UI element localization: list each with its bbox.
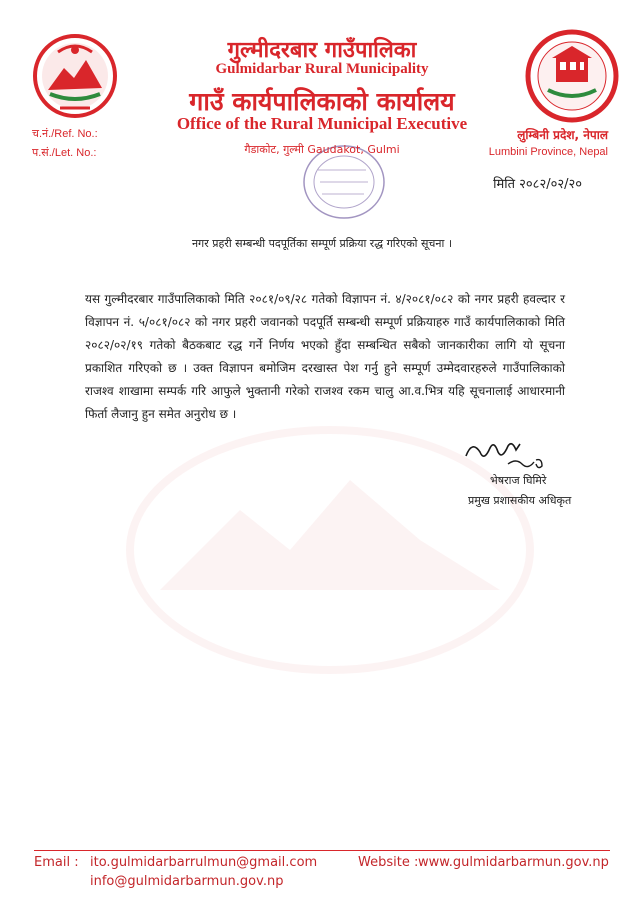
notice-subject: नगर प्रहरी सम्बन्धी पदपूर्तिका सम्पूर्ण प्रक्रिया रद्ध गरिएको सूचना ।	[191, 237, 453, 250]
reference-number-label: च.नं./Ref. No.:	[32, 128, 98, 140]
email-link-primary[interactable]: ito.gulmidarbarrulmun@gmail.com	[90, 855, 318, 870]
office-name-english: Office of the Rural Municipal Executive	[176, 114, 468, 133]
letter-number-label: प.सं./Let. No.:	[32, 147, 97, 159]
office-address: गैडाकोट, गुल्मी Gaudakot, Gulmi	[244, 143, 400, 156]
footer-divider	[34, 850, 610, 851]
org-name-nepali: गुल्मीदरबार गाउँपालिका	[227, 38, 417, 63]
province-english: Lumbini Province, Nepal	[488, 146, 608, 158]
website-label: Website :	[358, 855, 419, 870]
office-name-nepali: गाउँ कार्यपालिकाको कार्यालय	[189, 87, 455, 116]
email-link-secondary[interactable]: info@gulmidarbarmun.gov.np	[90, 874, 284, 889]
signer-name: भेषराज घिमिरे	[490, 474, 547, 487]
letter-date: मिति २०८२/०२/२०	[493, 177, 582, 192]
email-label: Email :	[34, 855, 79, 870]
org-name-english: Gulmidarbar Rural Municipality	[215, 61, 429, 77]
signer-title: प्रमुख प्रशासकीय अधिकृत	[468, 494, 572, 507]
province-nepali: लुम्बिनी प्रदेश, नेपाल	[517, 128, 608, 142]
handwritten-signature	[458, 434, 548, 474]
website-link[interactable]: www.gulmidarbarmun.gov.np	[418, 855, 609, 870]
notice-body: यस गुल्मीदरबार गाउँपालिकाको मिति २०८१/०९/२८ गतेको विज्ञापन नं. ४/२०८१/०८२ को नगर प्रहरी हवल्दार र विज्ञापन नं. ५/०८१/०८२ को नगर प्रहरी जवानको पदपूर्ति सम्बन्धी सम्पूर्ण प्रक्रियाहरु गाउँ कार्यपालिकाको मिति २०८२/०२/१९ गतेको बैठकबाट रद्ध गर्ने निर्णय भएको हुँदा सम्बन्धित सबैको जानकारीका लागि यो सूचना प्रकाशित गरिएको छ । उक्त विज्ञापन बमोजिम दरखास्त पेश गर्नु हुने सम्पूर्ण उम्मेदवारहरुले गाउँपालिकाको राजश्व शाखामा सम्पर्क गरि आफुले भुक्तानी गरेको राजश्व रकम चालु आ.व.भित्र यहि सूचनालाई आधारमानी फिर्ता लैजानु हुन समेत अनुरोध छ ।	[85, 292, 565, 421]
